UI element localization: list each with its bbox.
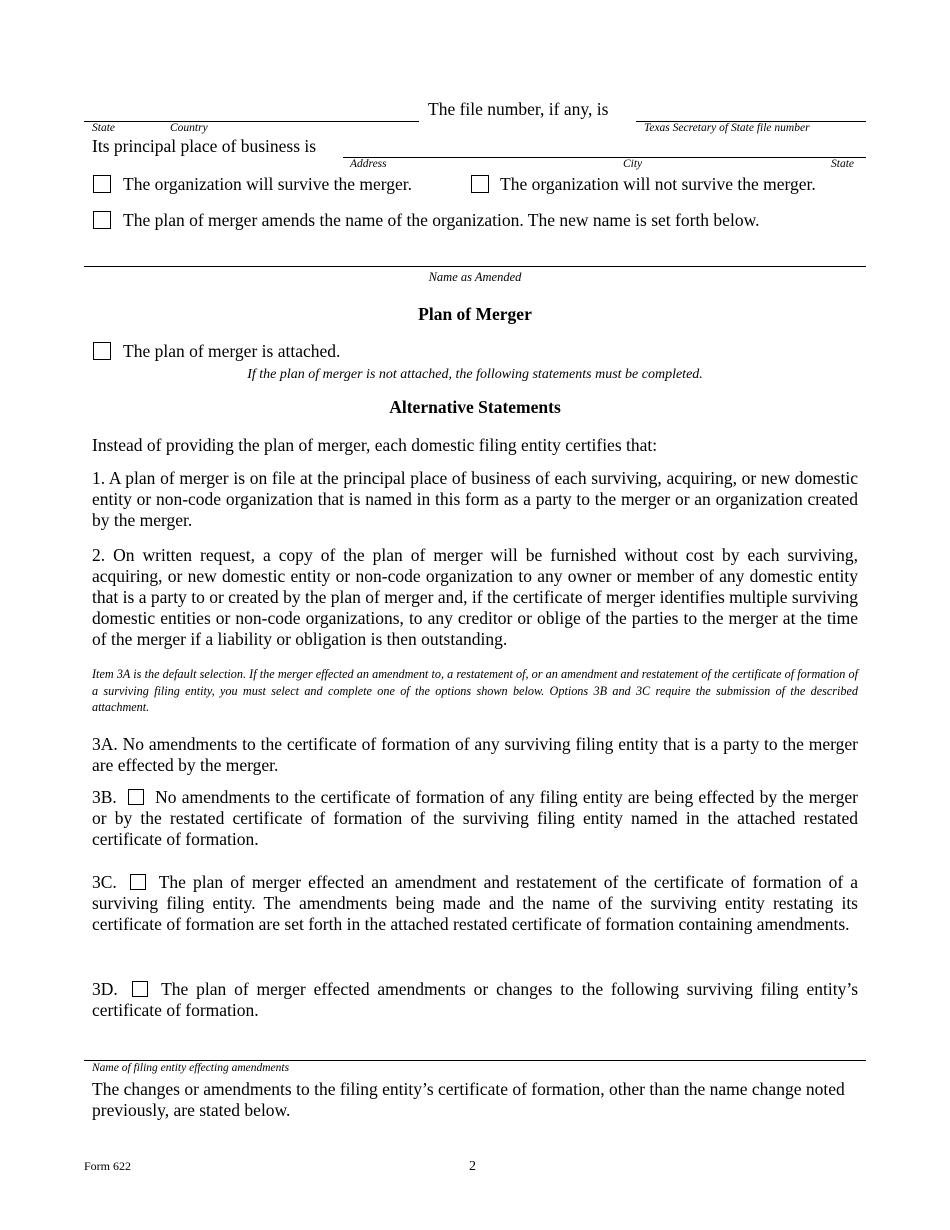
form-label: Form 622 bbox=[84, 1159, 132, 1173]
alternative-intro: Instead of providing the plan of merger, each domestic filing entity certifies that: bbox=[92, 435, 658, 455]
city-caption: City bbox=[623, 158, 643, 170]
principal-place-label: Its principal place of business is bbox=[92, 136, 317, 156]
state-caption: State bbox=[92, 122, 115, 134]
alternative-heading: Alternative Statements bbox=[389, 397, 561, 417]
not-survive-label: The organization will not survive the merger. bbox=[500, 174, 816, 194]
item-3c-checkbox[interactable] bbox=[130, 874, 146, 890]
plan-attached-label: The plan of merger is attached. bbox=[123, 341, 341, 361]
item-3d-text: The plan of merger effected amendments or changes to the following surviving filing entity’s certificate of formation. bbox=[92, 979, 859, 1020]
item-3b-checkbox[interactable] bbox=[128, 789, 144, 805]
item-3b-number: 3B. bbox=[92, 787, 117, 807]
item-3d-number: 3D. bbox=[92, 979, 118, 999]
address-caption: Address bbox=[350, 158, 387, 170]
filing-entity-line[interactable] bbox=[84, 1060, 866, 1061]
survive-checkbox[interactable] bbox=[93, 175, 111, 193]
item-3b bbox=[92, 787, 858, 850]
page-number: 2 bbox=[469, 1159, 476, 1174]
plan-note: If the plan of merger is not attached, the following statements must be completed. bbox=[247, 367, 703, 382]
item-3c-number: 3C. bbox=[92, 872, 117, 892]
state-caption-2: State bbox=[831, 158, 854, 170]
alternative-item-1: 1. A plan of merger is on file at the principal place of business of each surviving, acquiring, or new domestic entity or non-code organization that is named in this form as a party to the merger or an organization created by the merger. bbox=[92, 468, 858, 530]
alternative-item-2: 2. On written request, a copy of the plan of merger will be furnished without cost by each surviving, acquiring, or new domestic entity or non-code organization to any owner or member of any domestic entity that is a party to or created by the plan of merger and, if the certificate of merger identifies multiple surviving domestic entities or non-code organizations, to any creditor or oblige of the parties to the merger at the time of the merger if a liability or obligation is then outstanding. bbox=[92, 545, 858, 649]
file-number-label: The file number, if any, is bbox=[428, 99, 609, 119]
item-3c-text: The plan of merger effected an amendment and restatement of the certificate of formation of a surviving filing entity. The amendments being made and the name of the surviving entity restating its certificate of formation are set forth in the attached restated certificate of formation containing amendments. bbox=[92, 872, 859, 934]
plan-attached-checkbox[interactable] bbox=[93, 342, 111, 360]
name-as-amended-line[interactable] bbox=[84, 266, 866, 267]
items-instruction: Item 3A is the default selection. If the merger effected an amendment to, a restatement of, or an amendment and restatement of the certificate of formation of a surviving filing entity, you must select and complete one of the options shown below. Options 3B and 3C require the submission of the described attachment. bbox=[92, 667, 858, 714]
country-caption: Country bbox=[170, 122, 208, 134]
plan-of-merger-heading: Plan of Merger bbox=[418, 304, 532, 324]
state-country-line[interactable] bbox=[84, 121, 419, 122]
name-amend-checkbox[interactable] bbox=[93, 211, 111, 229]
item-3d bbox=[92, 979, 858, 1021]
survive-label: The organization will survive the merger. bbox=[123, 174, 412, 194]
name-as-amended-caption: Name as Amended bbox=[428, 270, 522, 284]
item-3b-text: No amendments to the certificate of formation of any filing entity are being effected by the merger or by the restated certificate of formation of the surviving filing entity named in the attached restated certificate of formation. bbox=[92, 787, 859, 849]
file-number-caption: Texas Secretary of State file number bbox=[644, 122, 810, 134]
name-amend-label: The plan of merger amends the name of the organization. The new name is set forth below. bbox=[123, 210, 760, 230]
item-3c bbox=[92, 872, 858, 935]
changes-text: The changes or amendments to the filing entity’s certificate of formation, other than the name change noted previously, are stated below. bbox=[92, 1079, 845, 1120]
not-survive-checkbox[interactable] bbox=[471, 175, 489, 193]
filing-entity-caption: Name of filing entity effecting amendments bbox=[92, 1062, 290, 1074]
principal-place-line[interactable] bbox=[343, 157, 866, 158]
item-3d-checkbox[interactable] bbox=[132, 981, 148, 997]
item-3a: 3A. No amendments to the certificate of formation of any surviving filing entity that is a party to the merger are effected by the merger. bbox=[92, 734, 858, 775]
